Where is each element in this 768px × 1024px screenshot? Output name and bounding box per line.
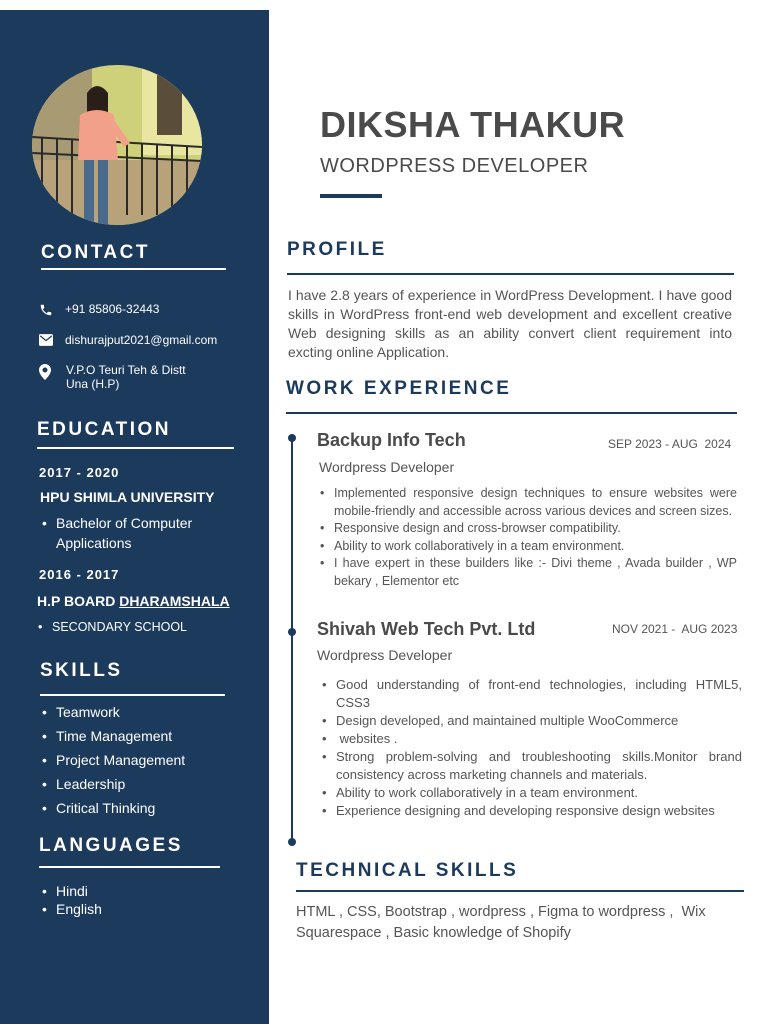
address-text [66, 363, 186, 391]
education-degree-2 [36, 617, 187, 637]
skill-item: • Critical Thinking [40, 796, 185, 820]
job-bullet: • Strong problem-solving and troubleshooting skills.Monitor brand consistency across marketing channels and materials. [319, 748, 742, 784]
profile-rule [287, 273, 734, 275]
degree-line-1: Bachelor of Computer [56, 515, 193, 531]
address-line-1: V.P.O Teuri Teh & Distt [66, 363, 186, 377]
education-years-1: 2017 - 2020 [39, 465, 120, 480]
job-company-1: Backup Info Tech [317, 430, 466, 450]
languages-rule [39, 866, 220, 868]
job-bullet: • Good understanding of front-end technologies, including HTML5, CSS3 [319, 676, 742, 712]
job-dates-2: NOV 2021 - AUG 2023 [612, 622, 738, 636]
skills-list [40, 700, 185, 820]
contact-phone [39, 302, 159, 317]
languages-heading: LANGUAGES [39, 835, 183, 856]
skill-item: • Project Management [40, 748, 185, 772]
language-item: • Hindi [40, 882, 102, 900]
job-bullet: • Responsive design and cross-browser compatibility. [317, 520, 737, 538]
job-bullet: • Ability to work collaboratively in a team environment. [317, 538, 737, 556]
language-item: • English [40, 900, 102, 918]
phone-number: +91 85806-32443 [65, 302, 160, 316]
email-address: dishurajput2021@gmail.com [65, 333, 218, 347]
email-icon [39, 334, 53, 346]
timeline-line [291, 437, 293, 842]
institution-2-underlined: DHARAMSHALA [119, 593, 230, 609]
job-bullets-2 [319, 676, 742, 820]
main-content [269, 0, 768, 1024]
contact-email [39, 333, 217, 347]
education-years-2: 2016 - 2017 [39, 567, 120, 582]
work-heading: WORK EXPERIENCE [286, 378, 512, 399]
skills-heading: SKILLS [40, 660, 123, 681]
job-bullet: • websites . [319, 730, 742, 748]
phone-icon [39, 303, 53, 317]
education-degree-item [40, 513, 192, 553]
job-bullet: • Implemented responsive design techniques to ensure websites were mobile-friendly and accessible across various devices and screen sizes. [317, 485, 737, 520]
contact-rule [41, 268, 226, 270]
education-heading: EDUCATION [37, 419, 172, 440]
location-pin-icon [39, 364, 51, 380]
education-rule [37, 447, 234, 449]
job-role-1: Wordpress Developer [319, 459, 455, 475]
job-bullet: • Experience designing and developing responsive design websites [319, 802, 742, 820]
job-bullet: • I have expert in these builders like :- Divi theme , Avada builder , WP bekary , Elementor etc [317, 555, 737, 590]
address-line-2: Una (H.P) [66, 377, 120, 391]
sidebar [0, 10, 269, 1024]
candidate-role: WORDPRESS DEVELOPER [320, 155, 589, 177]
job-dates-1: SEP 2023 - AUG 2024 [608, 437, 732, 451]
job-company-2: Shivah Web Tech Pvt. Ltd [317, 619, 536, 639]
education-institution-2 [37, 593, 230, 609]
job-bullets-1 [317, 485, 737, 590]
education-degree-item: • SECONDARY SCHOOL [36, 617, 187, 637]
timeline-dot [288, 628, 296, 636]
job-role-2: Wordpress Developer [317, 647, 453, 663]
timeline-dot [288, 838, 296, 846]
name-underline [320, 194, 382, 198]
profile-text: I have 2.8 years of experience in WordPress Development. I have good skills in WordPress front-end web development and excellent creative Web designing skills as an ability convert client requirement into excting online Application. [288, 287, 732, 360]
technical-skills-text: HTML , CSS, Bootstrap , wordpress , Figma to wordpress , Wix Squarespace , Basic knowledge of Shopify [296, 904, 710, 941]
timeline-dot [288, 434, 296, 442]
languages-list [40, 882, 102, 918]
skill-item: • Teamwork [40, 700, 185, 724]
contact-heading: CONTACT [41, 242, 150, 263]
skill-item: • Leadership [40, 772, 185, 796]
contact-address [39, 363, 186, 391]
degree-line-2: Applications [56, 535, 132, 551]
work-rule [286, 412, 737, 414]
education-degree-1 [40, 513, 192, 553]
profile-heading: PROFILE [287, 239, 387, 260]
candidate-name: DIKSHA THAKUR [320, 104, 626, 145]
profile-photo [32, 65, 202, 225]
skill-item: • Time Management [40, 724, 185, 748]
job-bullet: • Ability to work collaboratively in a team environment. [319, 784, 742, 802]
job-bullet: • Design developed, and maintained multiple WooCommerce [319, 712, 742, 730]
skills-rule [40, 694, 225, 696]
technical-heading: TECHNICAL SKILLS [296, 860, 519, 881]
institution-2-main: H.P BOARD [37, 593, 120, 609]
education-institution-1: HPU SHIMLA UNIVERSITY [40, 489, 215, 505]
technical-rule [296, 890, 744, 892]
